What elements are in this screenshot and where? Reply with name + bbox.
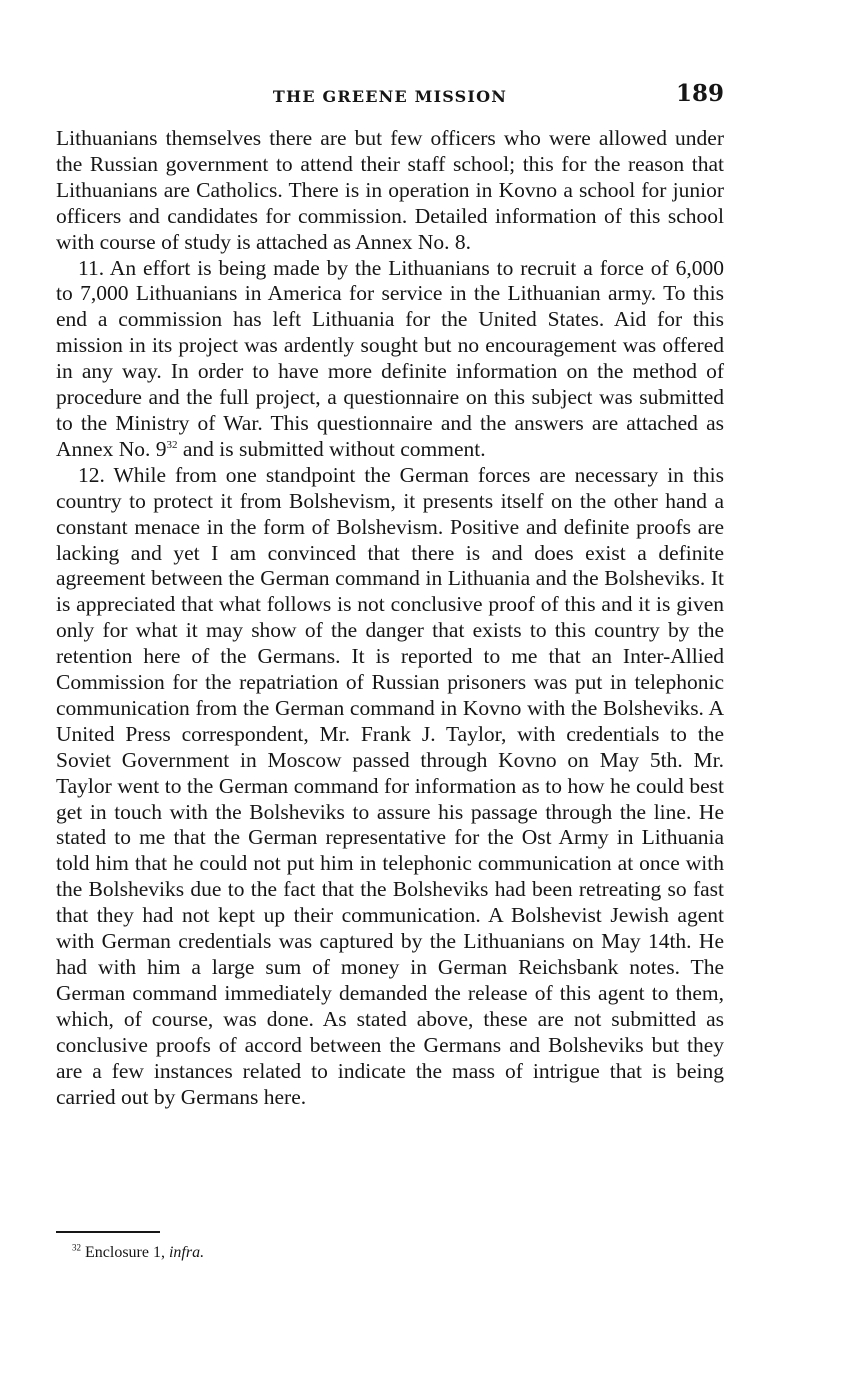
page-number: 189 bbox=[675, 80, 724, 107]
paragraph-12 bbox=[56, 463, 724, 1111]
page-header bbox=[56, 80, 724, 112]
paragraph-text: 11. An effort is being made by the Lithuanians to recruit a force of 6,000 to 7,000 Lithuanians in America for service in the Lithuanian army. To this end a commission has left Lithuania for the United States. Aid for this mission in its project was ardently sought but no encouragement was offered in any way. In order to have more definite information on the method of procedure and the full project, a questionnaire on this subject was submitted to the Ministry of War. This questionnaire and the answers are attached as Annex No. 9 bbox=[56, 255, 724, 461]
footnote-text: Enclosure 1, bbox=[85, 1244, 169, 1261]
paragraph-11 bbox=[56, 256, 724, 463]
footnote-divider bbox=[56, 1231, 160, 1233]
paragraph-text-after: and is submitted without comment. bbox=[177, 436, 486, 461]
footnote bbox=[72, 1244, 204, 1262]
body-text bbox=[56, 126, 724, 1110]
paragraph-text: 12. While from one standpoint the German forces are necessary in this country to protect it from Bolshevism, it presents itself on the other hand a constant menace in the form of Bolshevism. Positive and definite proofs are lacking and yet I am convinced that there is and does exist a definite agreement between the German command in Lithuania and the Bolsheviks. It is appreciated that what follows is not conclusive proof of this and it is given only for what it may show of the danger that exists to this country by the retention here of the Germans. It is reported to me that an Inter-Allied Commission for the repatriation of Russian prisoners was put in telephonic communication from the German command in Kovno with the Bolsheviks. A United Press correspondent, Mr. Frank J. Taylor, with credentials to the Soviet Government in Moscow passed through Kovno on May 5th. Mr. Taylor went to the German command for information as to how he could best get in touch with the Bolsheviks to assure his passage through the line. He stated to me that the German representative for the Ost Army in Lithuania told him that he could not put him in telephonic communication at once with the Bolsheviks due to the fact that the Bolsheviks had been retreating so fast that they had not kept up their communication. A Bolshevist Jewish agent with German credentials was captured by the Lithuanians on May 14th. He had with him a large sum of money in German Reichsbank notes. The German command immediately demanded the release of this agent to them, which, of course, was done. As stated above, these are not submitted as conclusive proofs of accord between the Germans and Bolsheviks but they are a few instances related to indicate the mass of intrigue that is being carried out by Germans here. bbox=[56, 462, 724, 1109]
running-title: THE GREENE MISSION bbox=[272, 87, 508, 106]
footnote-reference: 32 bbox=[166, 438, 178, 451]
footnote-mark: 32 bbox=[72, 1242, 81, 1253]
paragraph-continued bbox=[56, 126, 724, 256]
paragraph-text: Lithuanians themselves there are but few officers who were allowed under the Russian government to attend their staff school; this for the reason that Lithuanians are Catholics. There is in operation in Kovno a school for junior officers and candidates for commission. Detailed information of this school with course of study is attached as Annex No. 8. bbox=[56, 126, 724, 254]
footnote-italic: infra. bbox=[168, 1244, 205, 1261]
